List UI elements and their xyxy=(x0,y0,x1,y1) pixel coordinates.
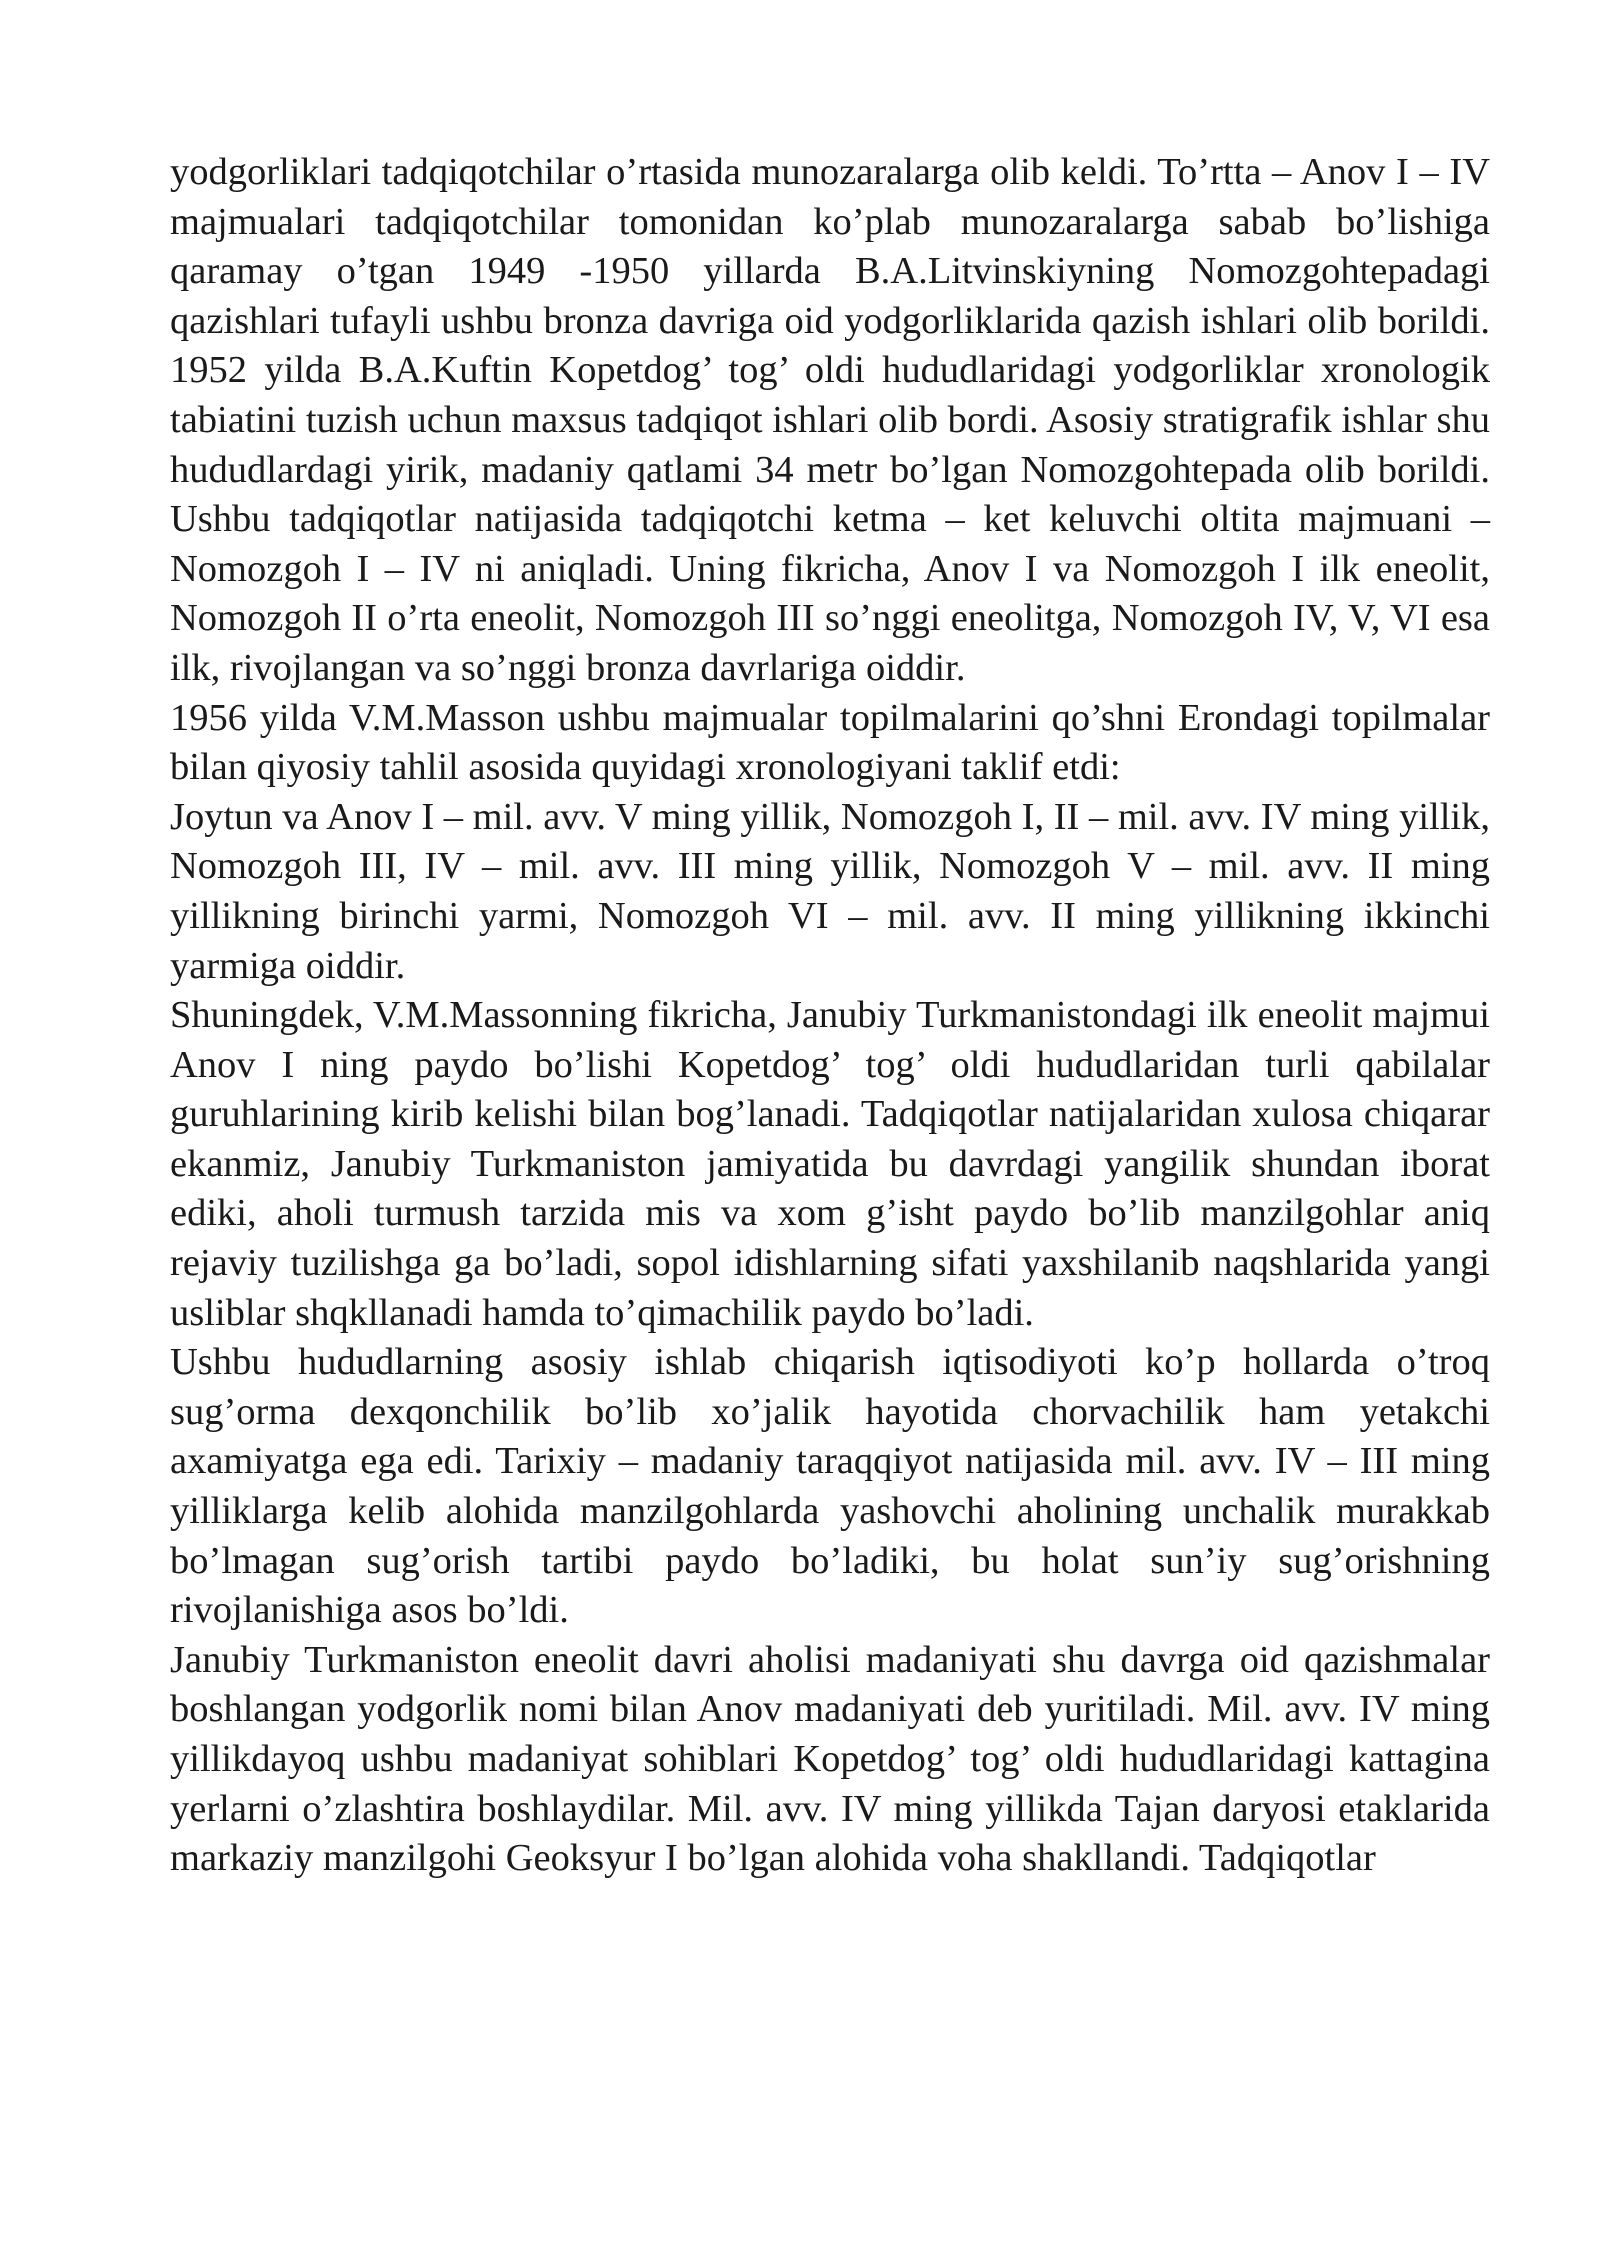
paragraph-6: Janubiy Turkmaniston eneolit davri aholisi madaniyati shu davrga oid qazishmalar boshlangan yodgorlik nomi bilan Anov madaniyati deb yuritiladi. Mil. avv. IV ming yillikdayoq ushbu madaniyat sohiblari Kopetdog’ tog’ oldi hududlaridagi kattagina yerlarni o’zlashtira boshlaydilar. Mil. avv. IV ming yillikda Tajan daryosi etaklarida markaziy manzilgohi Geoksyur I bo’lgan alohida voha shakllandi. Tadqiqotlar xyxy=(170,1638,1490,1880)
paragraph-4: Shuningdek, V.M.Massonning fikricha, Janubiy Turkmanistondagi ilk eneolit majmui Anov I ning paydo bo’lishi Kopetdog’ tog’ oldi hududlaridan turli qabilalar guruhlarining kirib kelishi bilan bog’lanadi. Tadqiqotlar natijalaridan xulosa chiqarar ekanmiz, Janubiy Turkmaniston jamiyatida bu davrdagi yangilik shundan iborat ediki, aholi turmush tarzida mis va xom g’isht paydo bo’lib manzilgohlar aniq rejaviy tuzilishga ga bo’ladi, sopol idishlarning sifati yaxshilanib naqshlarida yangi usliblar shqkllanadi hamda to’qimachilik paydo bo’ladi. xyxy=(170,994,1490,1334)
paragraph-3: Joytun va Anov I – mil. avv. V ming yillik, Nomozgoh I, II – mil. avv. IV ming yillik, Nomozgoh III, IV – mil. avv. III ming yillik, Nomozgoh V – mil. avv. II ming yillikning birinchi yarmi, Nomozgoh VI – mil. avv. II ming yillikning ikkinchi yarmiga oiddir. xyxy=(170,795,1490,987)
paragraph-5: Ushbu hududlarning asosiy ishlab chiqarish iqtisodiyoti ko’p hollarda o’troq sug’orma dexqonchilik bo’lib xo’jalik hayotida chorvachilik ham yetakchi axamiyatga ega edi. Tarixiy – madaniy taraqqiyot natijasida mil. avv. IV – III ming yilliklarga kelib alohida manzilgohlarda yashovchi aholining unchalik murakkab bo’lmagan sug’orish tartibi paydo bo’ladiki, bu holat sun’iy sug’orishning rivojlanishiga asos bo’ldi. xyxy=(170,1341,1490,1632)
paragraph-2: 1956 yilda V.M.Masson ushbu majmualar topilmalarini qo’shni Erondagi topilmalar bilan qiyosiy tahlil asosida quyidagi xronologiyani taklif etdi: xyxy=(170,696,1490,789)
document-page xyxy=(170,148,1490,1884)
paragraph-1: yodgorliklari tadqiqotchilar o’rtasida munozaralarga olib keldi. To’rtta – Anov I – IV majmualari tadqiqotchilar tomonidan ko’plab munozaralarga sabab bo’lishiga qaramay o’tgan 1949 -1950 yillarda B.A.Litvinskiyning Nomozgohtepadagi qazishlari tufayli ushbu bronza davriga oid yodgorliklarida qazish ishlari olib borildi. 1952 yilda B.A.Kuftin Kopetdog’ tog’ oldi hududlaridagi yodgorliklar xronologik tabiatini tuzish uchun maxsus tadqiqot ishlari olib bordi. Asosiy stratigrafik ishlar shu hududlardagi yirik, madaniy qatlami 34 metr bo’lgan Nomozgohtepada olib borildi. Ushbu tadqiqotlar natijasida tadqiqotchi ketma – ket keluvchi oltita majmuani – Nomozgoh I – IV ni aniqladi. Uning fikricha, Anov I va Nomozgoh I ilk eneolit, Nomozgoh II o’rta eneolit, Nomozgoh III so’nggi eneolitga, Nomozgoh IV, V, VI esa ilk, rivojlangan va so’nggi bronza davrlariga oiddir. xyxy=(170,151,1490,689)
